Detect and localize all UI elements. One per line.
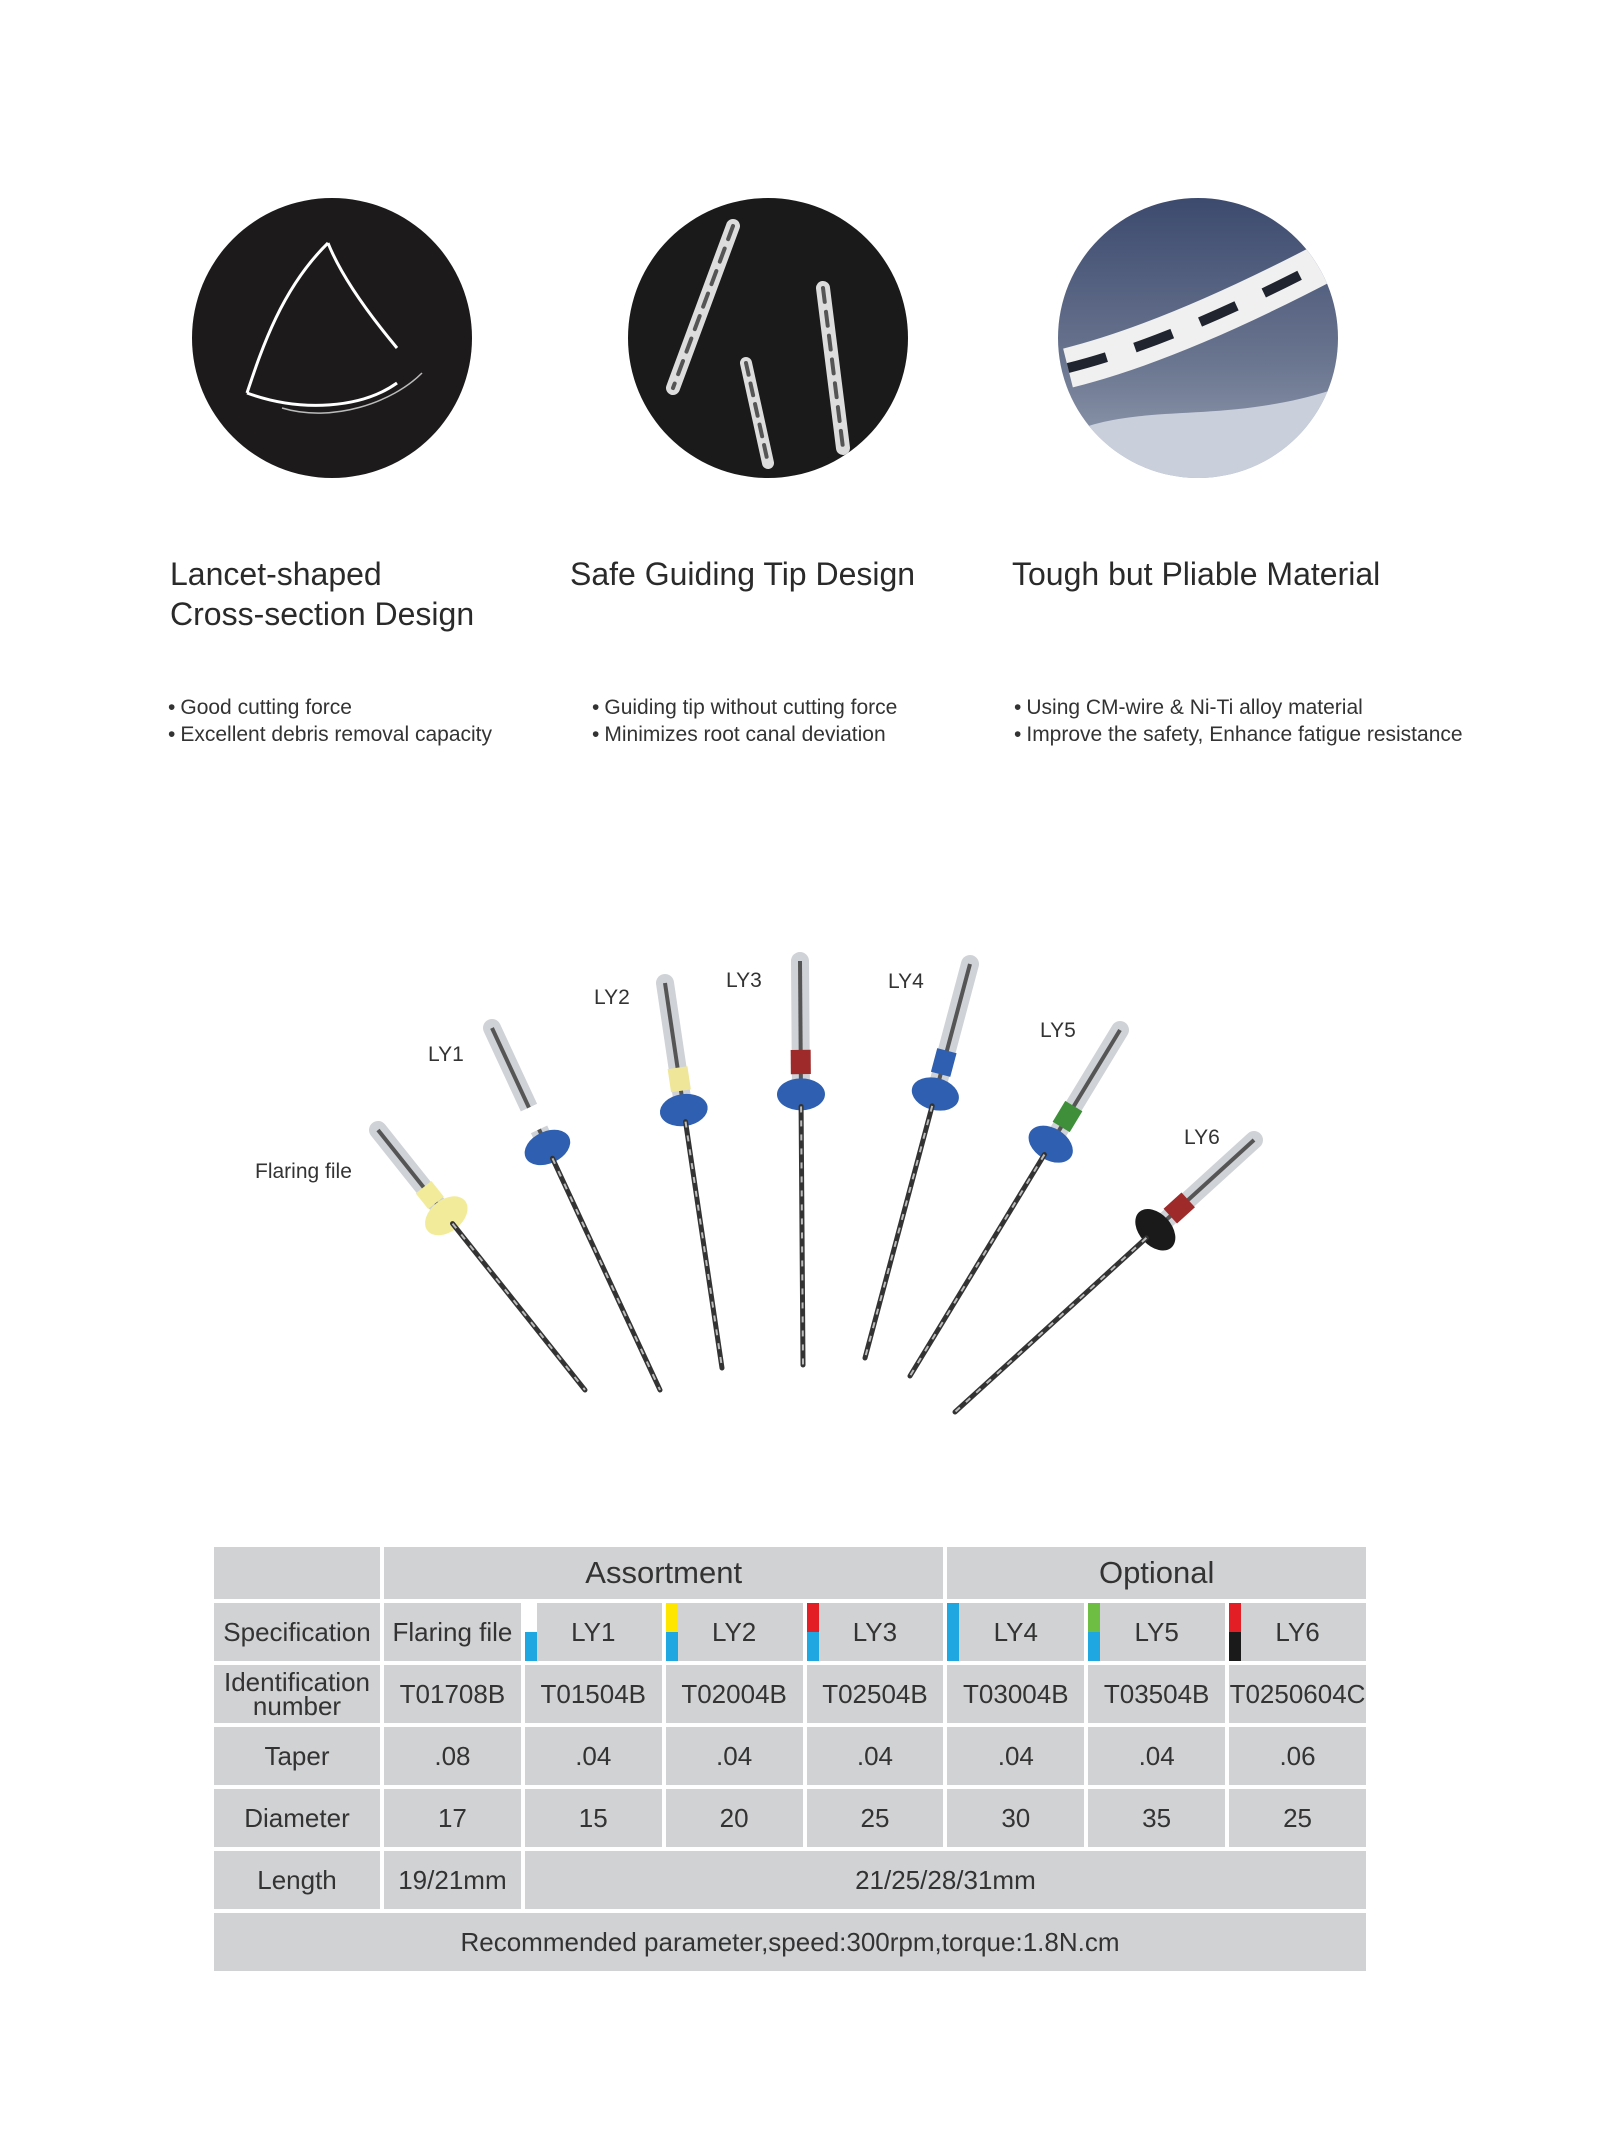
file-label-ly6: LY6 [1184,1126,1220,1149]
feature-bullets-lancet [168,694,492,748]
row-label-taper: Taper [214,1727,380,1785]
lancet-cross-section-icon [192,198,472,478]
group-assortment: Assortment [384,1547,943,1599]
file-color-band [1061,1106,1074,1127]
file-color-band [1170,1200,1188,1216]
taper-cell: .04 [666,1727,803,1785]
diameter-cell: 30 [947,1789,1084,1847]
diameter-cell: 35 [1088,1789,1225,1847]
diameter-cell: 20 [666,1789,803,1847]
diameter-cell: 25 [1229,1789,1366,1847]
length-cell: 19/21mm [384,1851,521,1909]
bullet-item: • Improve the safety, Enhance fatigue resistance [1014,721,1463,748]
file-label-flaring: Flaring file [255,1160,352,1183]
spec-cell: LY6 [1229,1603,1366,1661]
id-cell: T03004B [947,1665,1084,1723]
taper-cell: .04 [1088,1727,1225,1785]
bullet-item: • Excellent debris removal capacity [168,721,492,748]
table-group-row [214,1547,1366,1599]
color-swatch [807,1603,819,1661]
color-swatch [525,1603,537,1661]
taper-cell: .04 [525,1727,662,1785]
row-label-id: Identification number [214,1665,380,1723]
feature-bullets-material [1014,694,1463,748]
spec-cell: LY2 [666,1603,803,1661]
row-label-diameter: Diameter [214,1789,380,1847]
file-label-ly5: LY5 [1040,1019,1076,1042]
taper-cell: .06 [1229,1727,1366,1785]
diameter-cell: 17 [384,1789,521,1847]
spec-cell: LY1 [525,1603,662,1661]
table-row [214,1727,1366,1785]
bullet-item: • Using CM-wire & Ni-Ti alloy material [1014,694,1463,721]
file-color-band [678,1068,681,1091]
feature-bullets-guiding-tip [592,694,897,748]
id-cell: T03504B [1088,1665,1225,1723]
table-row [214,1789,1366,1847]
row-label-length: Length [214,1851,380,1909]
file-color-band [941,1051,947,1075]
file-label-ly4: LY4 [888,970,924,993]
table-row [214,1603,1366,1661]
file-color-band [424,1187,436,1203]
file-collar [908,1072,963,1115]
material-closeup-icon [1058,198,1338,478]
color-swatch [666,1603,678,1661]
table-row [214,1851,1366,1909]
length-cell-shared: 21/25/28/31mm [525,1851,1366,1909]
file-color-band [529,1108,539,1130]
spec-cell: LY3 [807,1603,944,1661]
table-corner [214,1547,380,1599]
id-cell: T02504B [807,1665,944,1723]
feature-title-guiding-tip: Safe Guiding Tip Design [570,556,916,592]
bullet-item: • Good cutting force [168,694,492,721]
feature-title-material: Tough but Pliable Material [1012,556,1381,592]
feature-title-lancet: Lancet-shaped Cross-section Design [170,556,475,632]
id-cell: T02004B [666,1665,803,1723]
table-row [214,1665,1366,1723]
file-label-ly3: LY3 [726,969,762,992]
taper-cell: .04 [807,1727,944,1785]
taper-cell: .04 [947,1727,1084,1785]
table-row [214,1913,1366,1971]
recommended-parameter-note: Recommended parameter,speed:300rpm,torque:1.8N.cm [214,1913,1366,1971]
diameter-cell: 25 [807,1789,944,1847]
row-label-spec: Specification [214,1603,380,1661]
spec-table [210,1543,1370,1975]
diameter-cell: 15 [525,1789,662,1847]
color-swatch [1229,1603,1241,1661]
bullet-item: • Guiding tip without cutting force [592,694,897,721]
color-swatch [947,1603,959,1661]
bullet-item: • Minimizes root canal deviation [592,721,897,748]
file-lineup [0,920,1600,1440]
spec-cell: Flaring file [384,1603,521,1661]
guiding-tip-icon [628,198,908,478]
id-cell: T0250604C [1229,1665,1366,1723]
color-swatch [1088,1603,1100,1661]
group-optional: Optional [947,1547,1366,1599]
id-cell: T01504B [525,1665,662,1723]
id-cell: T01708B [384,1665,521,1723]
file-label-ly1: LY1 [428,1043,464,1066]
spec-cell: LY4 [947,1603,1084,1661]
spec-cell: LY5 [1088,1603,1225,1661]
file-label-ly2: LY2 [594,986,630,1009]
taper-cell: .08 [384,1727,521,1785]
